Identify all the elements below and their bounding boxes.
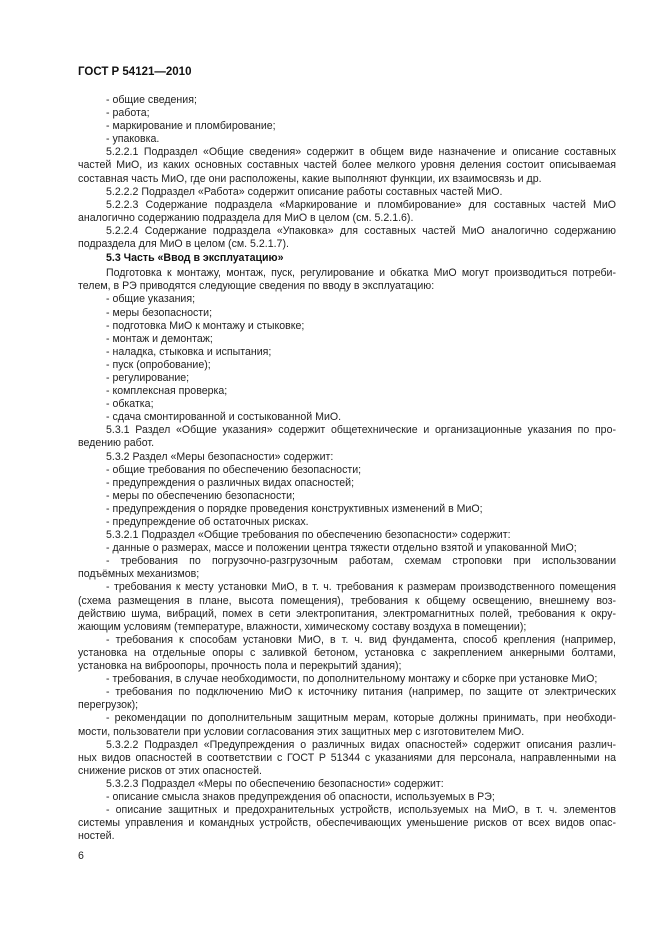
text-line: 5.2.2.4 Содержание подраздела «Упаковка» для составных частей МиО аналогично содержанию [106,224,616,237]
text-line: мости, пользователи при условии согласования этих защитных мер с изготовителем МиО. [78,725,525,738]
list-item [78,293,616,306]
paragraph [78,778,616,791]
list-item [78,372,616,385]
list-item [78,411,616,424]
list-item [78,398,616,411]
list-item [78,581,616,633]
text-line: - пуск (опробование); [106,358,211,371]
list-item [78,464,616,477]
paragraph [78,451,616,464]
section-heading [78,252,616,265]
text-line: ностей. [78,830,115,843]
document-body [78,94,616,843]
list-item [78,712,616,738]
list-item [78,516,616,529]
paragraph [78,186,616,199]
text-line: (схема размещения в плане, высота помещения), требования к общему освещению, внешнему воз- [78,594,616,607]
list-item [78,804,616,843]
text-line: - работа; [106,107,150,120]
text-line: - меры по обеспечению безопасности; [106,489,295,502]
list-item [78,686,616,712]
text-line: - обкатка; [106,398,154,411]
text-line: телем, в РЭ приводятся следующие сведения по вводу в эксплуатацию: [78,280,435,293]
list-item [78,477,616,490]
list-item [78,634,616,673]
text-line: - требования по погрузочно-разгрузочным работам, схемам строповки при использовании [106,555,616,568]
text-line: - меры безопасности; [106,306,213,319]
list-item [78,94,616,107]
text-line: действию шума, вибраций, помех в сети электропитания, электромагнитных полей, требования к окру- [78,607,616,620]
text-line: снижение рисков от этих опасностей. [78,764,262,777]
text-line: 5.3.2.1 Подраздел «Общие требования по обеспечению безопасности» содержит: [106,529,511,542]
text-line: - рекомендации по дополнительным защитным мерам, которые должны принимать, при необходи- [106,712,616,725]
paragraph [78,225,616,251]
text-line: - данные о размерах, массе и положении центра тяжести отдельно взятой и упакованной МиО; [106,542,577,555]
text-line: ных видов опасностей в соответствии с ГОСТ Р 51344 с указаниями для персонала, направленными на [78,751,616,764]
text-line: - требования к способам установки МиО, в т. ч. вид фундамента, способ крепления (например, [106,633,616,646]
list-item [78,555,616,581]
list-item [78,346,616,359]
text-line: ведению работ. [78,437,155,450]
text-line: - общие указания; [106,293,196,306]
text-line: - сдача смонтированной и состыкованной МиО. [106,411,342,424]
list-item [78,791,616,804]
text-line: - предупреждения о различных видах опасностей; [106,476,355,489]
text-line: - предупреждения о порядке проведения конструктивных изменений в МиО; [106,502,483,515]
text-line: - монтаж и демонтаж; [106,332,213,345]
text-line: - общие требования по обеспечению безопасности; [106,463,362,476]
text-line: - общие сведения; [106,94,197,106]
text-line: жающим условиям (температуре, влажности, химическому составу воздуха в помещении); [78,620,527,633]
text-line: подраздела для МиО в целом (см. 5.2.1.7). [78,238,289,251]
text-line: 5.3.1 Раздел «Общие указания» содержит общетехнические и организационные указания по про- [106,424,616,437]
text-line: аналогично содержанию подраздела для МиО в целом (см. 5.2.1.6). [78,211,414,224]
text-line: системы управления и командных устройств, обеспечивающих уменьшение рисков от всех видов опас- [78,817,616,830]
list-item [78,542,616,555]
paragraph [78,199,616,225]
list-item [78,490,616,503]
list-item [78,133,616,146]
text-line: частей МиО, из каких основных составных частей более мелкого уровня деления состоит описываемая [78,159,616,172]
list-item [78,120,616,133]
page-number: 6 [78,850,84,862]
paragraph [78,146,616,185]
text-line: 5.2.2.1 Подраздел «Общие сведения» содержит в общем виде назначение и описание составных [106,146,616,159]
text-line: - упаковка. [106,133,160,146]
text-line: составная часть МиО, где они расположены, какие выполняют функции, их взаимосвязь и др. [78,172,542,185]
paragraph [78,529,616,542]
text-line: - описание смысла знаков предупреждения об опасности, используемых в РЭ; [106,790,495,803]
text-line: - требования по подключению МиО к источнику питания (например, по защите от электрических [106,686,616,699]
text-line: установка на виброопоры, прочность пола и перекрытий здания); [78,660,402,673]
list-item [78,359,616,372]
text-line: - описание защитных и предохранительных устройств, используемых на МиО, в т. ч. элементов [106,804,616,817]
text-line: подъёмных механизмов; [78,568,200,581]
text-line: 5.3.2.2 Подраздел «Предупреждения о различных видах опасностей» содержит описания различ- [106,738,616,751]
text-line: - требования, в случае необходимости, по дополнительному монтажу и сборке при установке МиО; [106,673,598,686]
text-line: 5.2.2.3 Содержание подраздела «Маркирование и пломбирование» для составных частей МиО [106,198,616,211]
list-item [78,503,616,516]
text-line: перегрузок); [78,699,139,712]
text-line: 5.3.2.3 Подраздел «Меры по обеспечению безопасности» содержит: [106,777,444,790]
list-item [78,107,616,120]
paragraph [78,424,616,450]
list-item [78,307,616,320]
text-line: 5.3.2 Раздел «Меры безопасности» содержит: [106,450,334,463]
list-item [78,333,616,346]
text-line: - требования к месту установки МиО, в т. ч. требования к размерам производственного помещения [106,581,616,594]
text-line: 5.2.2.2 Подраздел «Работа» содержит описание работы составных частей МиО. [106,185,503,198]
text-line: установка на отдельные опоры с заливкой бетоном, установка с закреплением анкерными болтами, [78,646,616,659]
text-line: 5.3 Часть «Ввод в эксплуатацию» [106,252,284,265]
list-item [78,320,616,333]
text-line: - предупреждение об остаточных рисках. [106,516,309,528]
paragraph [78,739,616,778]
list-item [78,673,616,686]
text-line: - регулирование; [106,371,190,384]
text-line: - комплексная проверка; [106,385,228,398]
text-line: - маркирование и пломбирование; [106,120,276,133]
text-line: Подготовка к монтажу, монтаж, пуск, регулирование и обкатка МиО могут производиться потреби- [106,267,616,280]
paragraph [78,267,616,293]
list-item [78,385,616,398]
text-line: - наладка, стыковка и испытания; [106,345,272,358]
text-line: - подготовка МиО к монтажу и стыковке; [106,319,305,332]
document-header: ГОСТ Р 54121—2010 [78,66,192,78]
